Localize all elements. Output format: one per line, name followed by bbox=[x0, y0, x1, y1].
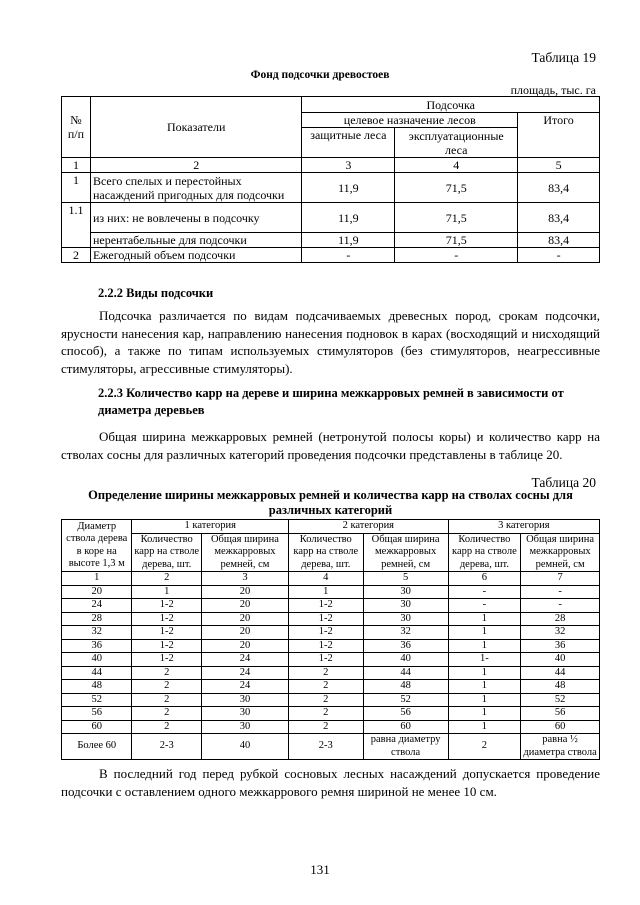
table19-colnum: 5 bbox=[518, 158, 600, 173]
table20-cell: 28 bbox=[62, 612, 132, 626]
table20-cell: 24 bbox=[201, 666, 288, 680]
table20-cell: 1 bbox=[448, 612, 521, 626]
section-heading-222: 2.2.2 Виды подсочки bbox=[98, 286, 214, 300]
table20-cell: 2-3 bbox=[288, 734, 363, 760]
table20-cell: 24 bbox=[201, 653, 288, 667]
table20-cell: 30 bbox=[201, 693, 288, 707]
table20-header-category-2: 2 категория bbox=[288, 520, 448, 534]
table20-cell: 1 bbox=[448, 680, 521, 694]
table19-title: Фонд подсочки древостоев bbox=[250, 69, 390, 81]
table20-cell: 32 bbox=[521, 626, 600, 640]
table20-cell: 1 bbox=[448, 720, 521, 734]
table19-header-exploitation: эксплуатационные леса bbox=[395, 128, 518, 158]
table20-header-count: Количество карр на стволе дерева, шт. bbox=[448, 533, 521, 572]
table20-cell: 1 bbox=[448, 666, 521, 680]
table20-cell: 7 bbox=[521, 572, 600, 586]
table20-cell: 1-2 bbox=[132, 653, 201, 667]
table20-title: Определение ширины межкарровых ремней и количества карр на стволах сосны для различных категорий bbox=[88, 488, 573, 517]
row-label: Ежегодный объем подсочки bbox=[90, 248, 301, 263]
table19-header-protective: защитные леса bbox=[302, 128, 395, 158]
table20-cell: 1-2 bbox=[288, 639, 363, 653]
table20-cell: 30 bbox=[363, 612, 448, 626]
table20-cell: 30 bbox=[363, 599, 448, 613]
table-row bbox=[62, 653, 600, 667]
table20-cell: 2 bbox=[288, 680, 363, 694]
table20-cell: 60 bbox=[521, 720, 600, 734]
table20-header-category-1: 1 категория bbox=[132, 520, 289, 534]
row-exploitation: 71,5 bbox=[395, 173, 518, 203]
table20-cell: 20 bbox=[201, 585, 288, 599]
table20-cell: 52 bbox=[62, 693, 132, 707]
table20-cell: 30 bbox=[363, 585, 448, 599]
row-exploitation: 71,5 bbox=[395, 203, 518, 233]
table-row bbox=[62, 203, 600, 233]
row-protective: 11,9 bbox=[302, 233, 395, 248]
table-row bbox=[62, 639, 600, 653]
section-text-223 bbox=[61, 428, 600, 463]
table20-cell: 20 bbox=[201, 612, 288, 626]
table20-cell: 40 bbox=[521, 653, 600, 667]
table20-cell: 24 bbox=[62, 599, 132, 613]
table19-unit: площадь, тыс. га bbox=[510, 83, 596, 97]
table20-cell: 2 bbox=[132, 720, 201, 734]
table20-cell: 48 bbox=[62, 680, 132, 694]
table20-cell: 48 bbox=[363, 680, 448, 694]
table20-cell: - bbox=[521, 599, 600, 613]
table20-header-diameter: Диаметр ствола дерева в коре на высоте 1,3 м bbox=[62, 520, 132, 572]
table20-cell: 5 bbox=[363, 572, 448, 586]
table-row bbox=[62, 734, 600, 760]
table20-cell: 30 bbox=[201, 720, 288, 734]
table20-cell: 56 bbox=[363, 707, 448, 721]
table20-cell: 36 bbox=[62, 639, 132, 653]
table19-header-num: № п/п bbox=[62, 97, 91, 158]
table20-cell: 20 bbox=[201, 599, 288, 613]
table20-cell: 24 bbox=[201, 680, 288, 694]
table20-cell: 36 bbox=[363, 639, 448, 653]
table20-cell: 2 bbox=[288, 693, 363, 707]
table20-header-width: Общая ширина межкарровых ремней, см bbox=[363, 533, 448, 572]
paragraph-text: Подсочка различается по видам подсачиваемых древесных пород, срокам подсочки, ярусности нанесения кар, направлению нанесения подновок в карах (восходящий и нисходящий способ), а также по типам используемых стимуляторов (без стимуляторов, неагрессивные стимуляторы, агрессивные стимуляторы). bbox=[61, 308, 600, 376]
table20-cell: - bbox=[448, 585, 521, 599]
table19 bbox=[61, 96, 600, 263]
table-row bbox=[62, 233, 600, 248]
closing-paragraph bbox=[61, 765, 600, 800]
table20-cell: 2 bbox=[448, 734, 521, 760]
table20-cell: 2 bbox=[132, 680, 201, 694]
table20-cell: 2 bbox=[288, 666, 363, 680]
table20-cell: 1-2 bbox=[288, 612, 363, 626]
row-label: Всего спелых и перестойных насаждений пригодных для подсочки bbox=[90, 173, 301, 203]
table20-header-category-3: 3 категория bbox=[448, 520, 599, 534]
table20-cell: 2 bbox=[132, 666, 201, 680]
table20-colnum-row bbox=[62, 572, 600, 586]
table20-cell: 2 bbox=[132, 572, 201, 586]
table-row bbox=[62, 173, 600, 203]
table19-colnum: 2 bbox=[90, 158, 301, 173]
table20-cell: 52 bbox=[363, 693, 448, 707]
table-row bbox=[62, 612, 600, 626]
table19-header-total: Итого bbox=[518, 113, 600, 158]
paragraph-text: В последний год перед рубкой сосновых лесных насаждений допускается проведение подсочки с оставлением одного межкаррового ремня шириной не менее 10 см. bbox=[61, 766, 600, 799]
row-exploitation: 71,5 bbox=[395, 233, 518, 248]
table20-cell: - bbox=[521, 585, 600, 599]
table19-header-podsochka: Подсочка bbox=[302, 97, 600, 113]
table20-cell: 1 bbox=[288, 585, 363, 599]
table19-colnum: 1 bbox=[62, 158, 91, 173]
table20-cell: 32 bbox=[363, 626, 448, 640]
table20-cell: 36 bbox=[521, 639, 600, 653]
table20-cell: 2 bbox=[132, 707, 201, 721]
table-row bbox=[62, 599, 600, 613]
table20-cell: 1 bbox=[448, 639, 521, 653]
table20-cell: равна диаметру ствола bbox=[363, 734, 448, 760]
table20-header-width: Общая ширина межкарровых ремней, см bbox=[521, 533, 600, 572]
table20-header-width: Общая ширина межкарровых ремней, см bbox=[201, 533, 288, 572]
table-row bbox=[62, 693, 600, 707]
section-text-222 bbox=[61, 307, 600, 377]
table-row bbox=[62, 248, 600, 263]
row-total: - bbox=[518, 248, 600, 263]
row-label: из них: не вовлечены в подсочку bbox=[90, 203, 301, 233]
row-total: 83,4 bbox=[518, 173, 600, 203]
table19-label: Таблица 19 bbox=[531, 50, 596, 65]
table-row bbox=[62, 626, 600, 640]
table20-cell: 2 bbox=[288, 707, 363, 721]
table20-cell: равна ½ диаметра ствола bbox=[521, 734, 600, 760]
table20-cell: 1-2 bbox=[132, 612, 201, 626]
page-number: 131 bbox=[310, 862, 330, 877]
table20-cell: 1- bbox=[448, 653, 521, 667]
table20-cell: 2 bbox=[288, 720, 363, 734]
table20-cell: 30 bbox=[201, 707, 288, 721]
table-row bbox=[62, 680, 600, 694]
table-row bbox=[62, 585, 600, 599]
table20-cell: 1-2 bbox=[288, 626, 363, 640]
row-num: 1 bbox=[62, 173, 91, 203]
section-heading-223 bbox=[98, 385, 600, 419]
table-row bbox=[62, 720, 600, 734]
table19-header-purpose: целевое назначение лесов bbox=[302, 113, 518, 128]
table20-cell: 20 bbox=[201, 639, 288, 653]
table20-cell: 20 bbox=[62, 585, 132, 599]
table-row bbox=[62, 707, 600, 721]
table20-cell: 40 bbox=[201, 734, 288, 760]
row-protective: 11,9 bbox=[302, 173, 395, 203]
table20-cell: 2 bbox=[132, 693, 201, 707]
row-num: 2 bbox=[62, 248, 91, 263]
table19-colnum: 4 bbox=[395, 158, 518, 173]
table20-cell: 1-2 bbox=[288, 599, 363, 613]
table20-cell: 60 bbox=[363, 720, 448, 734]
table20-cell: 52 bbox=[521, 693, 600, 707]
row-total: 83,4 bbox=[518, 233, 600, 248]
table20-cell: 1-2 bbox=[132, 599, 201, 613]
table20-cell: 1-2 bbox=[132, 626, 201, 640]
table20-cell: 60 bbox=[62, 720, 132, 734]
table19-header-indicators: Показатели bbox=[90, 97, 301, 158]
table20-cell: 44 bbox=[363, 666, 448, 680]
row-total: 83,4 bbox=[518, 203, 600, 233]
table20 bbox=[61, 519, 600, 760]
table20-cell: 28 bbox=[521, 612, 600, 626]
row-exploitation: - bbox=[395, 248, 518, 263]
paragraph-text: Общая ширина межкарровых ремней (нетронутой полосы коры) и количество карр на стволах сосны для различных категорий проведения подсочки представлены в таблице 20. bbox=[61, 429, 600, 462]
table20-cell: 56 bbox=[62, 707, 132, 721]
table20-cell: Более 60 bbox=[62, 734, 132, 760]
table20-cell: 40 bbox=[363, 653, 448, 667]
table20-cell: 6 bbox=[448, 572, 521, 586]
table20-header-count: Количество карр на стволе дерева, шт. bbox=[132, 533, 201, 572]
table20-cell: 1-2 bbox=[288, 653, 363, 667]
table20-cell: 44 bbox=[521, 666, 600, 680]
table20-cell: 1 bbox=[448, 626, 521, 640]
table20-cell: 48 bbox=[521, 680, 600, 694]
table20-cell: 20 bbox=[201, 626, 288, 640]
row-label: нерентабельные для подсочки bbox=[90, 233, 301, 248]
table20-cell: 1 bbox=[62, 572, 132, 586]
table20-label: Таблица 20 bbox=[531, 475, 596, 490]
table20-cell: 40 bbox=[62, 653, 132, 667]
table20-cell: 3 bbox=[201, 572, 288, 586]
table-row bbox=[62, 666, 600, 680]
row-num: 1.1 bbox=[62, 203, 91, 248]
table20-cell: 56 bbox=[521, 707, 600, 721]
table20-cell: 1-2 bbox=[132, 639, 201, 653]
table20-cell: 1 bbox=[448, 707, 521, 721]
table20-cell: 1 bbox=[448, 693, 521, 707]
table20-cell: - bbox=[448, 599, 521, 613]
table20-cell: 2-3 bbox=[132, 734, 201, 760]
table20-cell: 1 bbox=[132, 585, 201, 599]
row-protective: 11,9 bbox=[302, 203, 395, 233]
row-protective: - bbox=[302, 248, 395, 263]
table20-header-count: Количество карр на стволе дерева, шт. bbox=[288, 533, 363, 572]
heading-text: 2.2.3 Количество карр на дереве и ширина межкарровых ремней в зависимости от диаметра деревьев bbox=[98, 386, 564, 417]
table20-cell: 4 bbox=[288, 572, 363, 586]
table20-cell: 44 bbox=[62, 666, 132, 680]
table20-cell: 32 bbox=[62, 626, 132, 640]
table19-colnum: 3 bbox=[302, 158, 395, 173]
